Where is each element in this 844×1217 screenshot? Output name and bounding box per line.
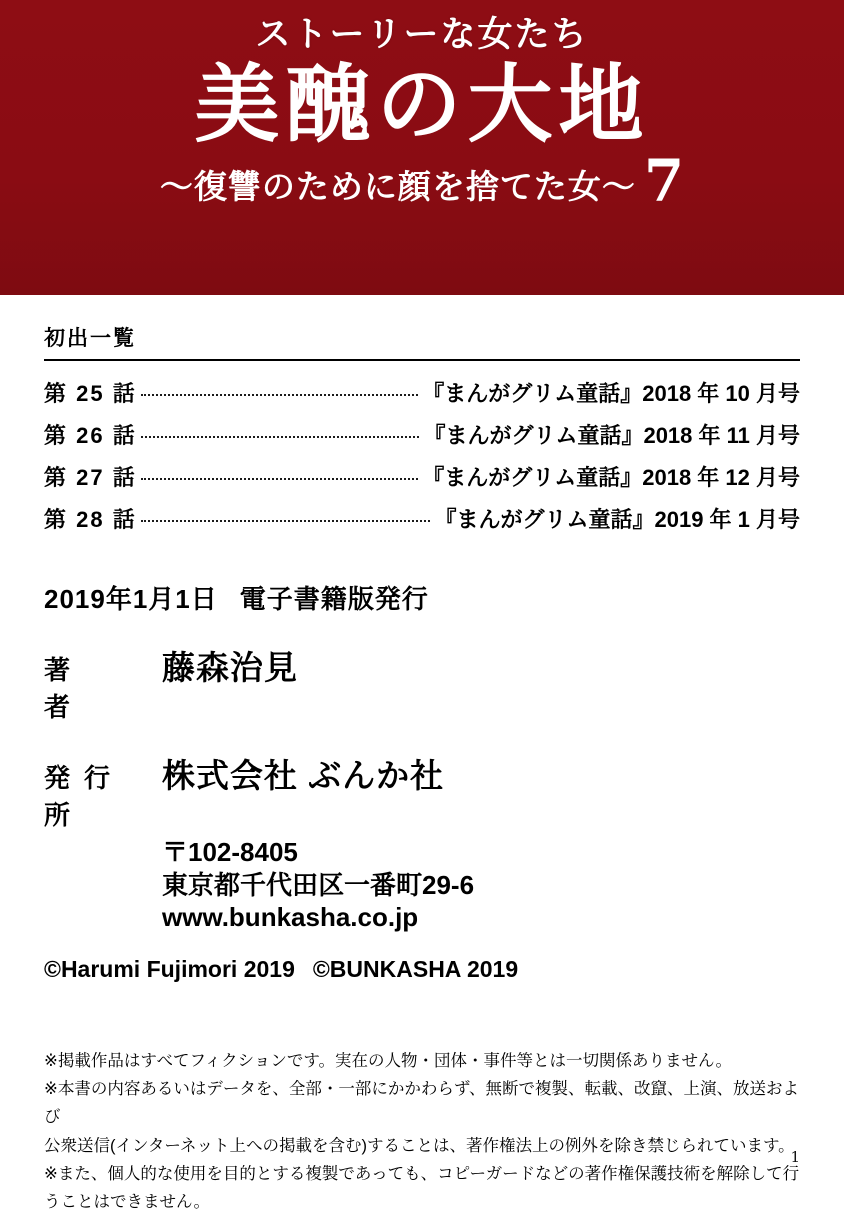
publication-date-row <box>44 579 800 616</box>
page-number: 1 <box>790 1148 800 1166</box>
credit-leader-dots <box>141 478 419 480</box>
credit-source: 『まんがグリム童話』2019 年 1 月号 <box>434 507 800 532</box>
author-name: 藤森治見 <box>162 649 298 686</box>
credit-leader-dots <box>141 520 431 522</box>
credit-row <box>44 383 800 405</box>
book-subtitle: 〜復讐のために顔を捨てた女〜 <box>159 167 636 205</box>
credit-row <box>44 509 800 531</box>
copyright-line <box>44 956 800 983</box>
author-label: 著 者 <box>44 655 125 722</box>
credit-chapter: 第 26 話 <box>44 423 137 448</box>
notice-line: 公衆送信(インターネット上への掲載を含む)することは、著作権法上の例外を除き禁じられています。 <box>44 1136 795 1155</box>
title-banner-content <box>0 0 844 215</box>
credit-row <box>44 425 800 447</box>
volume-number: 7 <box>643 146 685 215</box>
colophon-content <box>0 295 844 1217</box>
publication-edition: 電子書籍版発行 <box>239 584 429 614</box>
copyright-author: ©Harumi Fujimori 2019 <box>44 955 295 982</box>
series-label: ストーリーな女たち <box>255 15 589 54</box>
heading-divider <box>44 359 800 361</box>
publication-date: 2019年1月1日 <box>44 584 218 614</box>
credit-chapter: 第 28 話 <box>44 507 137 532</box>
credit-leader-dots <box>141 436 420 438</box>
notice-line: ※また、個人的な使用を目的とする複製であっても、コピーガードなどの著作権保護技術を解除して行 <box>44 1165 800 1183</box>
legal-notices <box>44 1047 800 1217</box>
credits-list <box>44 383 800 531</box>
book-title: 美醜の大地 <box>194 54 650 155</box>
credit-chapter: 第 25 話 <box>44 381 137 406</box>
street-address: 東京都千代田区一番町29-6 <box>162 869 475 900</box>
credit-source: 『まんがグリム童話』2018 年 12 月号 <box>422 465 800 490</box>
publisher-address-block <box>162 836 800 934</box>
credit-leader-dots <box>141 394 419 396</box>
notice-line: うことはできません。 <box>44 1193 210 1212</box>
publisher-name: 株式会社 ぶんか社 <box>162 757 445 794</box>
credit-chapter: 第 27 話 <box>44 465 137 490</box>
copyright-publisher: ©BUNKASHA 2019 <box>312 955 519 982</box>
publisher-row <box>44 750 800 832</box>
title-banner <box>0 0 844 295</box>
credit-source: 『まんがグリム童話』2018 年 11 月号 <box>423 423 800 448</box>
notice-line: ※掲載作品はすべてフィクションです。実在の人物・団体・事件等とは一切関係ありません。 <box>44 1051 733 1070</box>
author-row <box>44 642 800 724</box>
publication-info <box>44 579 800 983</box>
subtitle-row <box>0 146 844 215</box>
notice-line: ※本書の内容あるいはデータを、全部・一部にかかわらず、無断で複製、転載、改竄、上演、放送および <box>44 1079 800 1127</box>
credit-source: 『まんがグリム童話』2018 年 10 月号 <box>422 381 800 406</box>
credit-row <box>44 467 800 489</box>
postal-code: 〒102-8405 <box>162 837 298 867</box>
publisher-website[interactable]: www.bunkasha.co.jp <box>162 902 419 932</box>
credits-heading: 初出一覧 <box>44 327 136 350</box>
publisher-label: 発行所 <box>44 763 125 830</box>
